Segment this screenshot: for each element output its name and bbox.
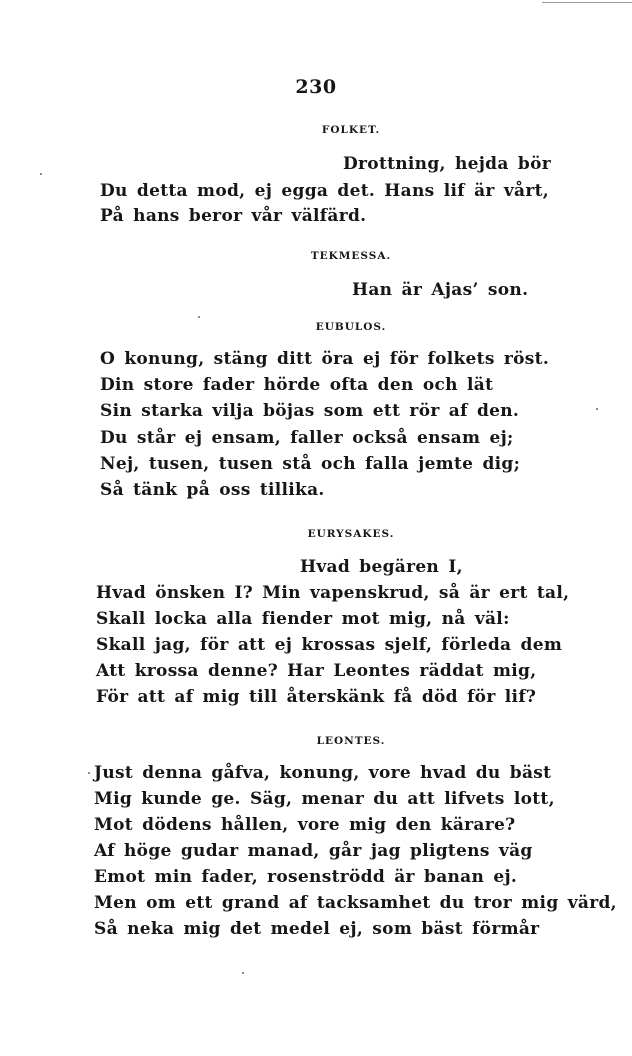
verse-line: Så neka mig det medel ej, som bäst förmår [94, 919, 540, 939]
verse-line: Skall jag, för att ej krossas sjelf, förleda dem [96, 635, 563, 655]
verse-line: Du detta mod, ej egga det. Hans lif är vårt, [100, 181, 549, 201]
verse-line: Hvad begären I, [300, 557, 463, 577]
page-edge-rule [542, 2, 632, 3]
scan-speck [242, 972, 244, 974]
scan-speck [88, 772, 90, 774]
verse-line: Så tänk på oss tillika. [100, 480, 325, 500]
speaker-name: EURYSAKES. [307, 528, 395, 540]
verse-line: Hvad önsken I? Min vapenskrud, så är ert tal, [96, 583, 570, 603]
speaker-name: EUBULOS. [315, 321, 387, 333]
verse-line: På hans beror vår välfärd. [100, 206, 367, 226]
scan-speck [40, 173, 42, 175]
verse-line: Mig kunde ge. Säg, menar du att lifvets lott, [94, 789, 555, 809]
speaker-name: FOLKET. [321, 124, 381, 136]
verse-line: Sin starka vilja böjas som ett rör af den. [100, 401, 520, 421]
scan-speck [198, 316, 200, 318]
page-number: 230 [295, 76, 337, 98]
scan-speck [596, 408, 598, 410]
verse-line: Att krossa denne? Har Leontes räddat mig, [96, 661, 537, 681]
speaker-name: LEONTES. [316, 735, 386, 747]
verse-line: Du står ej ensam, faller också ensam ej; [100, 428, 514, 448]
verse-line: För att af mig till återskänk få död för lif? [96, 687, 537, 707]
verse-line: Mot dödens hållen, vore mig den kärare? [94, 815, 516, 835]
verse-line: Din store fader hörde ofta den och lät [100, 375, 494, 395]
verse-line: Af höge gudar manad, går jag pligtens väg [94, 841, 533, 861]
verse-line: Emot min fader, rosenströdd är banan ej. [94, 867, 518, 887]
verse-line: Skall locka alla fiender mot mig, nå väl: [96, 609, 510, 629]
verse-line: Nej, tusen, tusen stå och falla jemte dig; [100, 454, 521, 474]
verse-line: O konung, stäng ditt öra ej för folkets röst. [100, 349, 550, 369]
verse-line: Men om ett grand af tacksamhet du tror mig värd, [94, 893, 617, 913]
speaker-name: TEKMESSA. [310, 250, 392, 262]
verse-line: Drottning, hejda bör [343, 154, 551, 174]
verse-line: Just denna gåfva, konung, vore hvad du bäst [94, 763, 552, 783]
verse-line: Han är Ajas’ son. [352, 280, 529, 300]
